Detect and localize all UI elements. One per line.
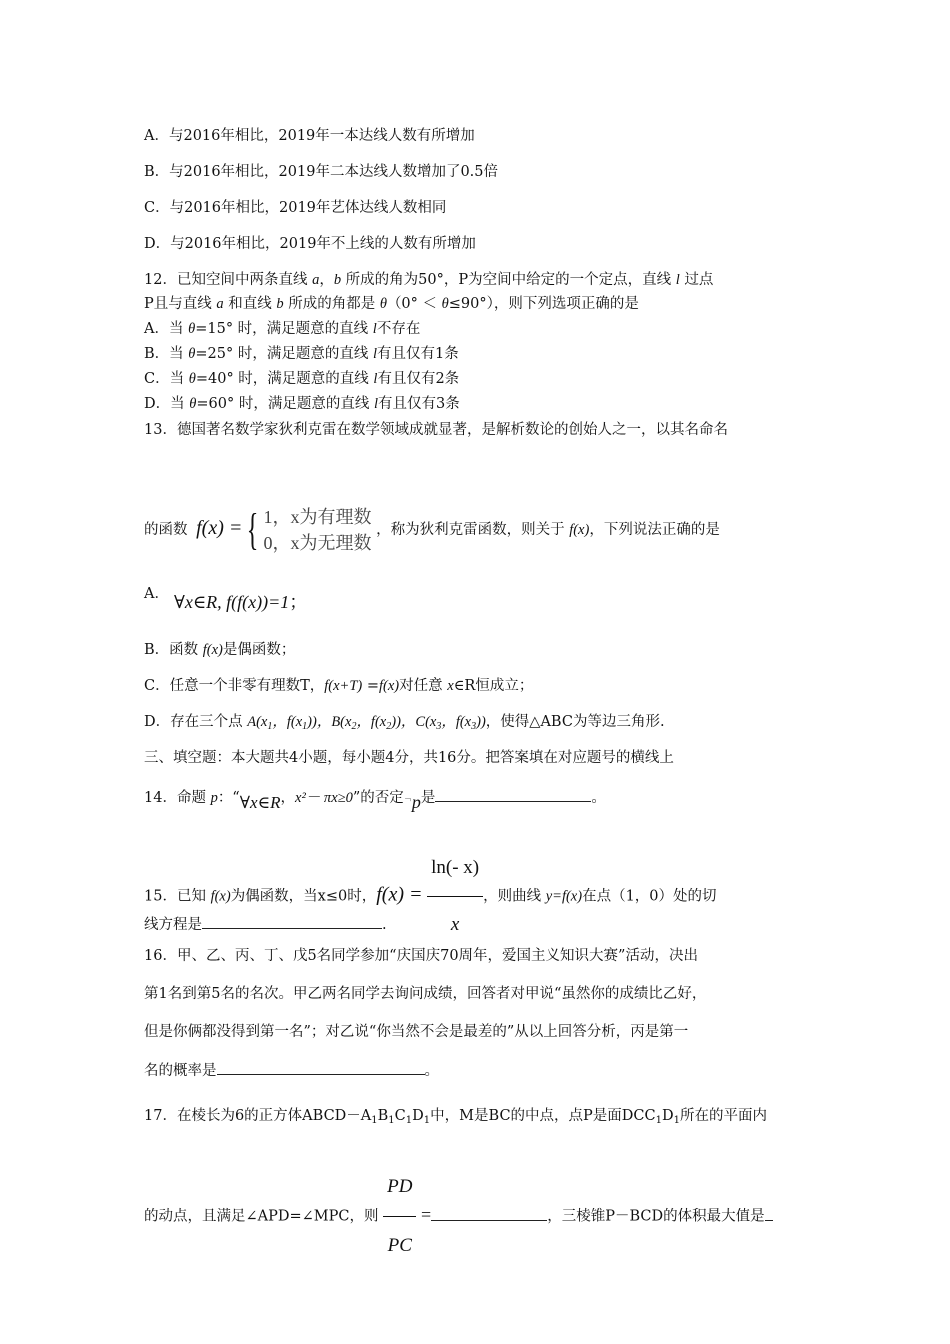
q17-fraction: $\frac{PD}{PC}$ bbox=[383, 1160, 416, 1273]
q17-answer-blank-2[interactable] bbox=[765, 1206, 773, 1221]
q12-stem-line2: P且与直线 a 和直线 b 所成的角都是 θ（0° ＜ θ≤90°），则下列选项正确的是 bbox=[144, 296, 639, 312]
q15-answer-blank[interactable] bbox=[202, 914, 382, 929]
q11-option-d: D．与2016年相比，2019年不上线的人数有所增加 bbox=[144, 236, 476, 252]
q13-option-b: B．函数 f(x)是偶函数； bbox=[144, 642, 296, 658]
q15-line1: 15．已知 f(x)为偶函数，当x≤0时，f(x) = $\frac{\ln(- x)}{x}$ ，则曲线 y=f(x)在点（1，0）处的切 bbox=[144, 842, 717, 894]
q16-line3: 但是你俩都没得到第一名”；对乙说“你当然不会是最差的”从以上回答分析，丙是第一 bbox=[144, 1024, 689, 1040]
q12-option-a: A．当 θ=15° 时，满足题意的直线 l不存在 bbox=[144, 321, 421, 337]
q17-line1: 17．在棱长为6的正方体$ABCD-A_1B_1C_1D_1$中，M是BC的中点，点P是面$DCC_1D_1$所在的平面内 bbox=[144, 1108, 767, 1126]
q16-line1: 16．甲、乙、丙、丁、戊5名同学参加“庆国庆70周年，爱国主义知识大赛”活动，决出 bbox=[144, 948, 698, 964]
q14-answer-blank[interactable] bbox=[435, 787, 591, 802]
q11-option-a: A．与2016年相比，2019年一本达线人数有所增加 bbox=[144, 128, 475, 144]
cube-vertices: $_1B_1C_1D_1$ bbox=[371, 1108, 431, 1126]
q15-fraction: $\frac{\ln(- x)}{x}$ bbox=[427, 842, 483, 951]
points-abc: $A(x_1$，$f(x_1)$)，$B(x_2$，$f(x_2)$)，$C(x_3$，$f(x_3)$) bbox=[247, 714, 486, 732]
q15-line2: 线方程是 . bbox=[144, 914, 387, 935]
q13-stem-line2: 的函数 f(x) = { 1，x为有理数 0，x为无理数 ，称为狄利克雷函数，则关于 f(x)，下列说法正确的是 bbox=[144, 505, 720, 554]
q13-option-a: A． bbox=[144, 586, 169, 602]
q16-line2: 第1名到第5名的名次。甲乙两名同学去询问成绩，回答者对甲说“虽然你的成绩比乙好， bbox=[144, 986, 707, 1002]
q16-answer-blank[interactable] bbox=[217, 1060, 425, 1075]
q12-option-c: C．当 θ=40° 时，满足题意的直线 l有且仅有2条 bbox=[144, 371, 460, 387]
q11-option-c: C．与2016年相比，2019年艺体达线人数相同 bbox=[144, 200, 447, 216]
q16-line4: 名的概率是 。 bbox=[144, 1060, 439, 1081]
face-subscript: $_1D_1$ bbox=[655, 1108, 680, 1126]
q12-stem-line1: 12．已知空间中两条直线 a，b 所成的角为50°，P为空间中给定的一个定点，直线 l 过点 bbox=[144, 272, 714, 288]
piecewise-brace: { bbox=[247, 505, 259, 554]
section-3-heading: 三、填空题：本大题共4小题，每小题4分，共16分。把答案填在对应题号的横线上 bbox=[144, 750, 674, 766]
q12-option-b: B．当 θ=25° 时，满足题意的直线 l有且仅有1条 bbox=[144, 346, 459, 362]
q14: 14．命题 p：“∀x∈R，x²－ πx≥0”的否定¬p是 。 bbox=[144, 784, 606, 812]
q13-option-c: C．任意一个非零有理数T，f(x+T) =f(x)对任意 x∈R恒成立； bbox=[144, 678, 534, 694]
q11-option-b: B．与2016年相比，2019年二本达线人数增加了0.5倍 bbox=[144, 164, 499, 180]
dirichlet-function: f(x) = bbox=[196, 517, 243, 539]
piecewise-cases: 1，x为有理数 0，x为无理数 bbox=[263, 507, 372, 553]
q12-option-d: D．当 θ=60° 时，满足题意的直线 l有且仅有3条 bbox=[144, 396, 460, 412]
q17-answer-blank-1[interactable] bbox=[431, 1206, 547, 1221]
q17-line2: 的动点，且满足∠APD=∠MPC，则 $\frac{PD}{PC}$ = ，三棱锥P－BCD的体积最大值是 bbox=[144, 1160, 773, 1214]
q13-stem-line1: 13．德国著名数学家狄利克雷在数学领域成就显著，是解析数论的创始人之一，以其名命名 bbox=[144, 422, 728, 438]
q13-option-d: D．存在三个点 $A(x_1$，$f(x_1)$)，$B(x_2$，$f(x_2)$)，$C(x_3$，$f(x_3)$)，使得△ABC为等边三角形. bbox=[144, 714, 665, 732]
q13-option-a-math: ∀x∈R, f(f(x))=1； bbox=[174, 592, 308, 613]
